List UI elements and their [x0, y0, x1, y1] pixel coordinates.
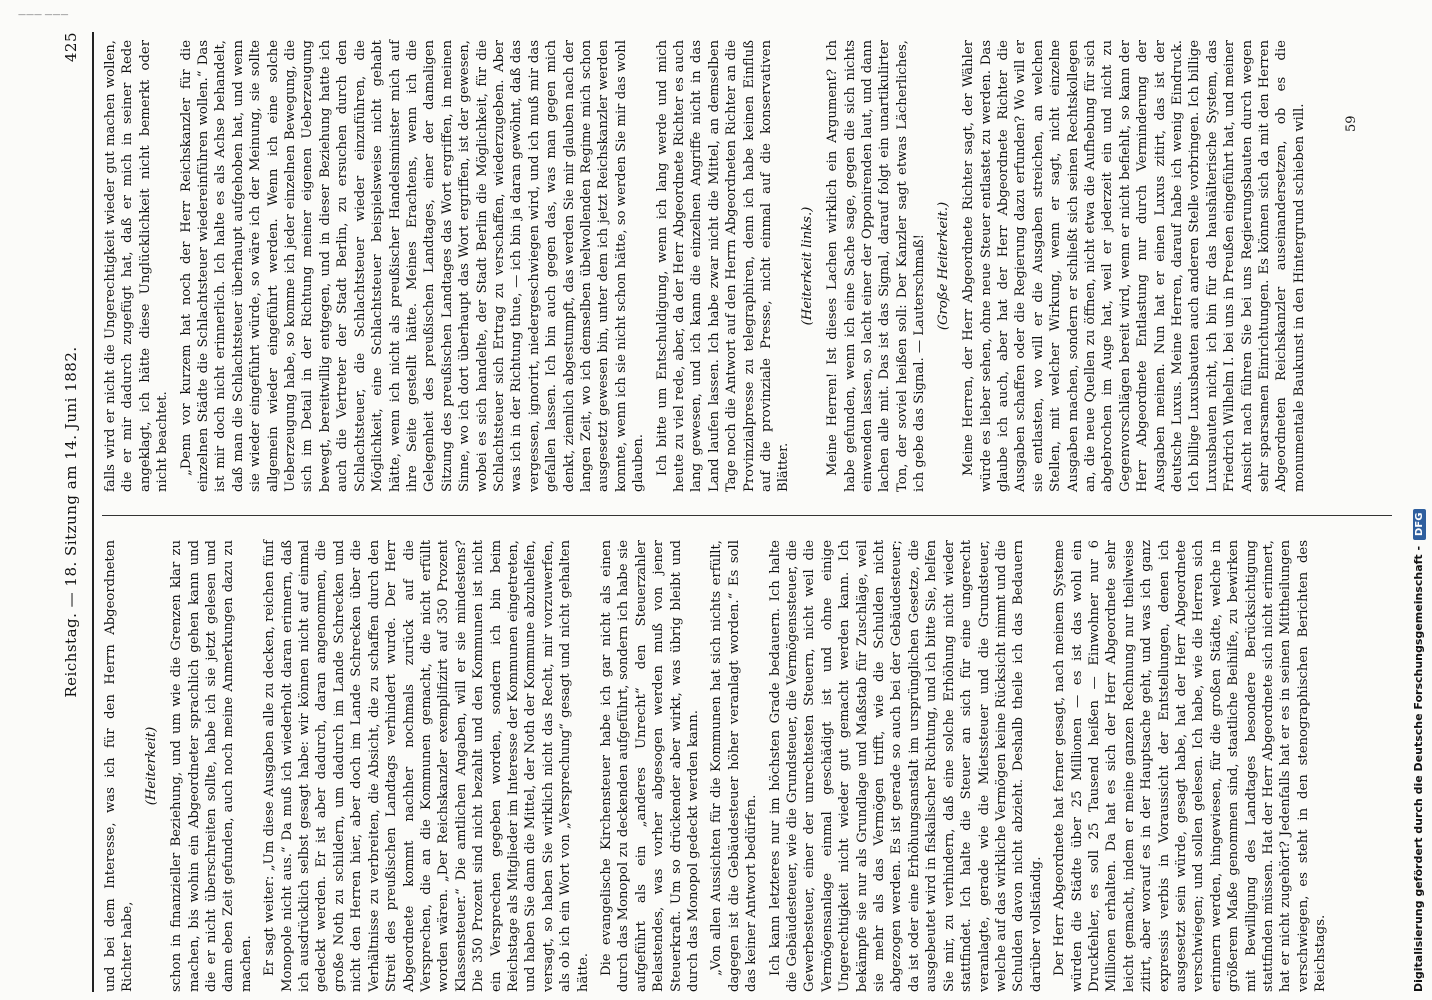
paragraph: falls wird er nicht die Ungerechtigkeit wieder gut machen wollen, die er mir dadurch zugefügt hat, daß er mich in seiner Rede angeklagt, ich hätte diese Unglücklichkeit nicht bemerkt oder nicht beachtet.: [103, 40, 171, 492]
signature-mark: 59: [1344, 115, 1359, 132]
paragraph: Ich kann letzteres nur im höchsten Grade bedauern. Ich halte die Gebäudesteuer, wie die Grundsteuer, die Vermögenssteuer, die Gewerbesteuer, einer der unrechtesten Steuern, nicht weil die Vermögensanlage einmal geschädigt ist und ohne einige Ungerechtigkeit nicht wieder gut gemacht werden kann. Ich bekämpfe sie nur als Grundlage und Maßstab für Zuschläge, weil sie mehr als das Vermögen trifft, wie die Schulden nicht abgezogen werden. Es ist gerade so auch bei der Gebäudesteuer; da ist oder eine Erhöhungsanstalt im ursprünglichen Gesetze, die ausgebeutet wird in fiskalischer Richtung, und ich bitte Sie, helfen Sie mir, zu verhindern, daß eine solche Erhöhung nicht wieder stattfindet. Ich halte die Steuer an sich für eine ungerecht veranlagte, gerade wie die Mietssteuer und die Grundsteuer, welche auf das wirkliche Vermögen keine Rücksicht nimmt und die Schulden davon nicht abzieht. Deshalb theile ich das Bedauern darüber vollständig.: [767, 540, 1044, 992]
paragraph: „Von allen Aussichten für die Kommunen hat sich nichts erfüllt, dagegen ist die Gebäudesteuer höher veranlagt worden.“ Es soll das keiner Antwort bedürfen.: [709, 540, 760, 992]
header-rule: [92, 32, 94, 992]
header-title: Reichstag. — 18. Sitzung am 14. Juni 1882.: [62, 346, 80, 698]
paragraph: Meine Herren, der Herr Abgeordnete Richter sagt, der Wähler würde es lieber sehen, ohne neue Steuer entlastet zu werden. Das glaube ich auch, aber hat der Herr Abgeordnete Richter die Ausgaben schaffen oder die Regierung dazu erfunden? Wo will er sie entlasten, wo will er die Ausgaben streichen, an welchen Stellen, mit welcher Wirkung, wenn er sagt, nicht einzelne Ausgaben machen, sondern er schließt sich seinen Rechtskollegen an, die neue Quellen zu öffnen, nicht etwa die Aufhebung für sich abgebrochen im Auge hat, weil er jederzeit ein und nicht zu Gegenvorschlägen bereit wird, wenn er nicht befiehlt, so kann der Herr Abgeordnete Entlastung nur durch Verminderung der Ausgaben meinen. Nun hat er einen Luxus zitirt, das ist der deutsche Luxus. Meine Herren, darauf habe ich wenig Eindruck. Ich billige Luxusbauten auch anderen Stelle vorbringen. Ich billige Luxusbauten nicht, ich bin für das haushälterische System, das Friedrich Wilhelm I. bei uns in Preußen eingeführt hat, und meiner Ansicht nach führen Sie bei uns Regierungsbauten durch wegen sehr sparsamen Einrichtungen. Es können sich da mit den Herren Abgeordneten Reichskanzler auseinandersetzen, ob es die monumentale Baukunst in den Hintergrund schieben will.: [961, 40, 1307, 492]
paragraph: Ich bitte um Entschuldigung, wenn ich lang werde und mich heute zu viel rede, aber, da der Herr Abgeordnete Richter es auch lang gewesen, und ich kann die einzelnen Angriffe nicht in das Land laufen lassen. Ich habe zwar nicht die Mittel, an demselben Tage noch die Antwort auf den Herrn Abgeordneten Richter an die Provinzialpresse zu telegraphiren, denn ich habe keinen Einfluß auf die provinziale Presse, nicht einmal auf die konservativen Blätter.: [654, 40, 792, 492]
paragraph: Die evangelische Kirchensteuer habe ich gar nicht als einen durch das Monopol zu deckenden aufgeführt, sondern ich habe sie aufgeführt als ein „anderes Unrecht“ den Steuerzahler Belastendes, was vorher abgesogen werden muß von jener Steuerkraft. Um so drückender aber wirkt, was übrig bleibt und durch das Monopol gedeckt werden kann.: [598, 540, 701, 992]
paragraph: Meine Herren! Ist dieses Lachen wirklich ein Argument? Ich habe gefunden, wenn ich eine Sache sage, gegen die sich nichts einwenden lassen, so lacht einer der Opponirenden laut, und dann lachen alle mit. Das ist das Signal, darauf folgt ein unartikulirter Ton, der soviel heißen soll: Der Kanzler sagt etwas Lächerliches, ich gebe das Signal. — Lauterschmaß!: [825, 40, 928, 492]
stage-direction: (Heiterkeit): [143, 726, 159, 806]
margin-mark: ——— ———: [18, 10, 69, 19]
left-column: [102, 540, 1336, 992]
stage-direction: (Große Heiterkeit.): [935, 201, 951, 331]
credit-text: Digitalisierung gefördert durch die Deutsche Forschungsgemeinschaft -: [1412, 545, 1425, 992]
page-header: [54, 32, 88, 992]
right-column: [102, 40, 1314, 492]
column-divider: [102, 515, 1392, 516]
stage-direction: (Heiterkeit links.): [799, 206, 815, 326]
paragraph: Er sagt weiter: „Um diese Ausgaben alle zu decken, reichen fünf Monopole nicht aus.“ Da muß ich wiederholt daran erinnern, daß ich ausdrücklich selbst gesagt habe: wir können nicht auf einmal gedeckt werden. Er ist aber dadurch, daran angenommen, die große Noth zu schildern, um dadurch im Lande Schrecken und nicht den Herren hier, aber doch im Lande Schrecken über die Verhältnisse zu verbreiten, die Absicht, die zu schaffen durch den Streit des preußischen Landtags verhindert wurde. Der Herr Abgeordnete kommt nachher nochmals zurück auf die Versprechen, die an die Kommunen gemacht, die nicht erfüllt worden wären. „Der Reichskanzler exemplifizirt auf 350 Prozent Klassensteuer.“ Die amtlichen Angaben, will er sie mindestens? Die 350 Prozent sind nicht bezahlt und den Kommunen ist nicht ein Versprechen gegeben worden, sondern ich bin beim Reichstage als Mitglieder im Interesse der Kommunen eingetreten, und haben Sie dann die Mittel, der Noth der Kommune abzuhelfen, versagt, so haben Sie wirklich nicht das Recht, mir vorzuwerfen, als ob ich ein Wort von „Versprechung“ gesagt und nicht gehalten hätte.: [262, 540, 591, 992]
paragraph: Der Herr Abgeordnete hat ferner gesagt, nach meinem Systeme würden die Städte über 25 Millionen — es ist das wohl ein Druckfehler, es soll 25 Tausend heißen — Einwohner nur 6 Millionen erhalten. Da hat es sich der Herr Abgeordnete sehr leicht gemacht, indem er meine ganzen Rechnung nur theilweise zitirt, aber worauf es in der Hauptsache geht, und was ich ganz expressis verbis in Voraussicht der Entstellungen, denen ich ausgesetzt sein würde, gesagt habe, hat der Herr Abgeordnete verschwiegen; und sollen gelesen. Ich habe, wie die Herren sich erinnern werden, hingewiesen, für die großen Städte, welche in größerem Maße genommen sind, staatliche Beihilfe, zu bewirken mit Bewilligung des Landtages besondere Berücksichtigung stattfinden müssen. Hat der Herr Abgeordnete sich nicht erinnert, hat er nicht zugehört? Jedenfalls hat er es in seinen Mittheilungen verschwiegen, es steht in den stenographischen Berichten des Reichstags.: [1052, 540, 1329, 992]
rotated-page-content: [18, 32, 1408, 992]
digitization-credit: [1412, 12, 1426, 992]
page-number: 425: [62, 32, 80, 63]
paragraph: und bei dem Interesse, was ich für den Herrn Abgeordneten Richter habe,: [103, 540, 136, 992]
dfg-logo: DFG: [1413, 509, 1426, 540]
paragraph: schon in finanzieller Beziehung, und um wie die Grenzen klar zu machen, bis wohin ein Abgeordneter sprachlich gehen kann und die er nicht überschreiten sollte, habe ich sie jetzt gelesen und dann eben Zeit gefunden, auch noch meine Anmerkungen dazu zu machen.: [169, 540, 254, 992]
paragraph: „Denn vor kurzem hat noch der Herr Reichskanzler für die einzelnen Städte die Schlachtsteuer wiedereinführen wollen.“ Das ist mir doch nicht erinnerlich. Ich halte es als Achse behandelt, daß man die Schlachtsteuer überhaupt aufgehoben hat, und wenn sie wieder eingeführt würde, so wäre ich der Meinung, sie sollte allgemein wieder eingeführt werden. Wenn ich eine solche Ueberzeugung habe, so komme ich jeder einzelnen Bewegung, die sich im Detail in der Richtung meiner eigenen Ueberzeugung bewegt, bereitwillig entgegen, und in dieser Beziehung hatte ich auch die Vertreter der Stadt Berlin, zu ersuchen durch den Schlachtsteuer, die Schlachtsteuer wieder einzuführen, die Möglichkeit, eine Schlachtsteuer beispielsweise nicht gehabt hätte, wenn ich nicht als preußischer Handelsminister mich auf ihre Seite gestellt hätte. Meines Erachtens, wenn ich die Gelegenheit des preußischen Landtages, einer der damaligen Sitzung des preußischen Landtages das Wort ergriffen, in meinen Sinne, wo ich dort überhaupt das Wort ergriffen, ist der gewesen, wobei es sich handelte, der Stadt Berlin die Möglichkeit, für die Schlachtsteuer sich Ertrag zu verschaffen, wiederzugeben. Aber was ich in der Richtung thue, — ich bin ja daran gewöhnt, daß das vergessen, ignorirt, niedergeschwiegen wird, und ich muß mir das gefallen lassen. Ich bin auch gegen das, was man gegen mich denkt, ziemlich abgestumpft, das werden Sie mir glauben nach der langen Zeit, wo ich demselben übelwollenden Regime mich schon ausgesetzt gewesen bin, unter dem ich jetzt Reichskanzler werden konnte, wenn ich sie nicht schon hätte, so werden Sie mir das wohl glauben.: [178, 40, 647, 492]
